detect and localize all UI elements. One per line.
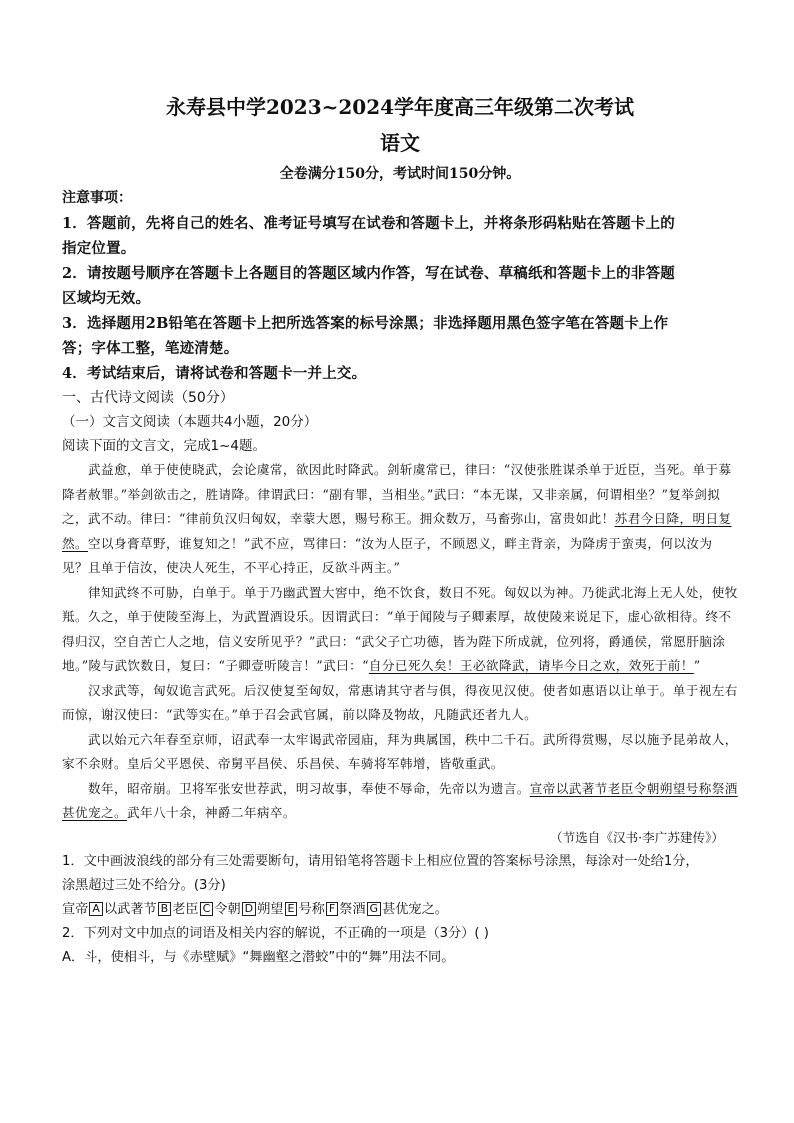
answer-box-c[interactable]: C [200,902,214,916]
answer-box-f[interactable]: F [326,902,338,916]
answer-box-a[interactable]: A [89,902,103,916]
passage-text: 律知武终不可胁，白单于。单于乃幽武置大窖中，绝不饮食，数日不死。匈奴以为神。乃徙武北海上无人处，使牧羝。久之，单于使陵至海上，为武置酒设乐。因谓武曰：“单于闻陵与子卿素厚，故使陵来说足下，虚心欲相待。终不得归汉，空自苦亡人之地，信义安所见乎？”武曰：“武父子亡功德，皆为陛下所成就，位列将，爵通侯，常愿肝脑涂地。”陵与武饮数日，复曰：“子卿壹听陵言！”武曰：“ [62,584,738,673]
passage-text: 空以身膏草野，谁复知之！”武不应，骂律曰：“汝为人臣子，不顾恩义，畔主背亲，为降虏于蛮夷，何以汝为见？且单于信汝，使决人死生，不平心持正，反欲斗两主。” [62,535,713,575]
answer-box-d[interactable]: D [242,902,256,916]
subject-title: 语文 [380,131,420,155]
notes-heading: 注意事项： [62,190,132,206]
classical-passage [62,458,738,826]
question-2-stem: 2．下列对文中加点的词语及相关内容的解说，不正确的一项是（3分）( ) [62,925,489,941]
answer-box-b[interactable]: B [158,902,172,916]
note-line: 指定位置。 [62,240,136,257]
passage-paragraph: 汉求武等，匈奴诡言武死。后汉使复至匈奴，常惠请其守者与俱，得夜见汉使。使者如惠语以让单于。单于视左右而惊，谢汉使曰：“武等实在。”单于召会武官属，前以降及物故，凡随武还者九人。 [62,682,738,722]
question-1-stem: 1．文中画波浪线的部分有三处需要断句，请用铅笔将答题卡上相应位置的答案标号涂黑，每涂对一处给1分， [62,853,699,869]
note-line: 答；字体工整，笔迹清楚。 [62,340,239,357]
segment-text: 甚优宠之。 [382,901,448,917]
answer-box-g[interactable]: G [367,902,382,916]
answer-box-e[interactable]: E [285,902,298,916]
question-2 [62,922,738,970]
passage-paragraph [62,777,738,826]
question-1 [62,850,738,922]
segment-text: 祭酒 [339,901,366,917]
passage-text: ” [693,658,701,673]
passage-paragraph [62,458,738,581]
exam-page [62,92,738,970]
passage-source: （节选自《汉书·李广苏建传》） [549,829,724,845]
segment-text: 宣帝 [62,901,89,917]
question-2-option-a: A．斗，使相斗，与《赤壁赋》“舞幽壑之潜蛟”中的“舞”用法不同。 [62,949,455,965]
passage-text: 武年八十余，神爵二年病卒。 [126,805,296,820]
passage-text: 武益愈，单于使使晓武，会论虞常，欲因此时降武。剑斩虞常已，律曰：“汉使张胜谋杀单于近臣，当死。单于募降者赦罪。”举剑欲击之，胜请降。律谓武曰：“副有罪，当相坐。”武曰：“本无谋，又非亲属，何谓相坐？”复举剑拟之，武不动。律曰：“律前负汉归匈奴，幸蒙大恩，赐号称王。拥众数万，马畜弥山，富贵如此！ [62,462,732,526]
segment-text: 以武著节 [103,901,157,917]
question-1-stem-cont: 涂黑超过三处不给分。(3分) [62,877,226,893]
question-1-segments [62,898,738,922]
segment-text: 令朝 [214,901,241,917]
segment-text: 朔望 [257,901,284,917]
passage-paragraph: 武以始元六年春至京师，诏武奉一太牢谒武帝园庙，拜为典属国，秩中二千石。武所得赏赐，尽以施予昆弟故人，家不余财。皇后父平恩侯、帝舅平昌侯、乐昌侯、车骑将军韩增，皆敬重武。 [62,731,738,771]
segment-text: 号称 [298,901,325,917]
passage-paragraph [62,581,738,679]
segment-text: 老臣 [172,901,199,917]
notes-list [62,211,738,386]
note-line: 4．考试结束后，请将试卷和答题卡一并上交。 [62,365,367,382]
underlined-sentence: 自分已死久矣！王必欲降武，请毕今日之欢，效死于前！ [368,658,694,673]
wavy-underlined-sentence: 宣帝以武著节老臣令朝朔望号称祭酒甚优宠之。 [62,780,738,820]
note-line: 2．请按题号顺序在答题卡上各题目的答题区域内作答，写在试卷、草稿纸和答题卡上的非答题 [62,265,675,282]
exam-title: 永寿县中学2023~2024学年度高三年级第二次考试 [165,95,635,119]
reading-instruction: 阅读下面的文言文，完成1~4题。 [62,438,266,454]
section-heading: 一、古代诗文阅读（50分） [62,390,234,406]
note-line: 1．答题前，先将自己的姓名、准考证号填写在试卷和答题卡上，并将条形码粘贴在答题卡上的 [62,215,675,232]
section-subheading: （一）文言文阅读（本题共4小题，20分） [62,414,318,430]
passage-text: 数年，昭帝崩。卫将军张安世荐武，明习故事，奉使不辱命，先帝以为遗言。 [88,780,530,796]
underlined-sentence: 苏君今日降，明日复然。 [62,511,732,551]
note-line: 区域均无效。 [62,290,151,307]
score-line: 全卷满分150分，考试时间150分钟。 [279,166,521,182]
note-line: 3．选择题用2B铅笔在答题卡上把所选答案的标号涂黑；非选择题用黑色签字笔在答题卡上作 [62,315,669,332]
